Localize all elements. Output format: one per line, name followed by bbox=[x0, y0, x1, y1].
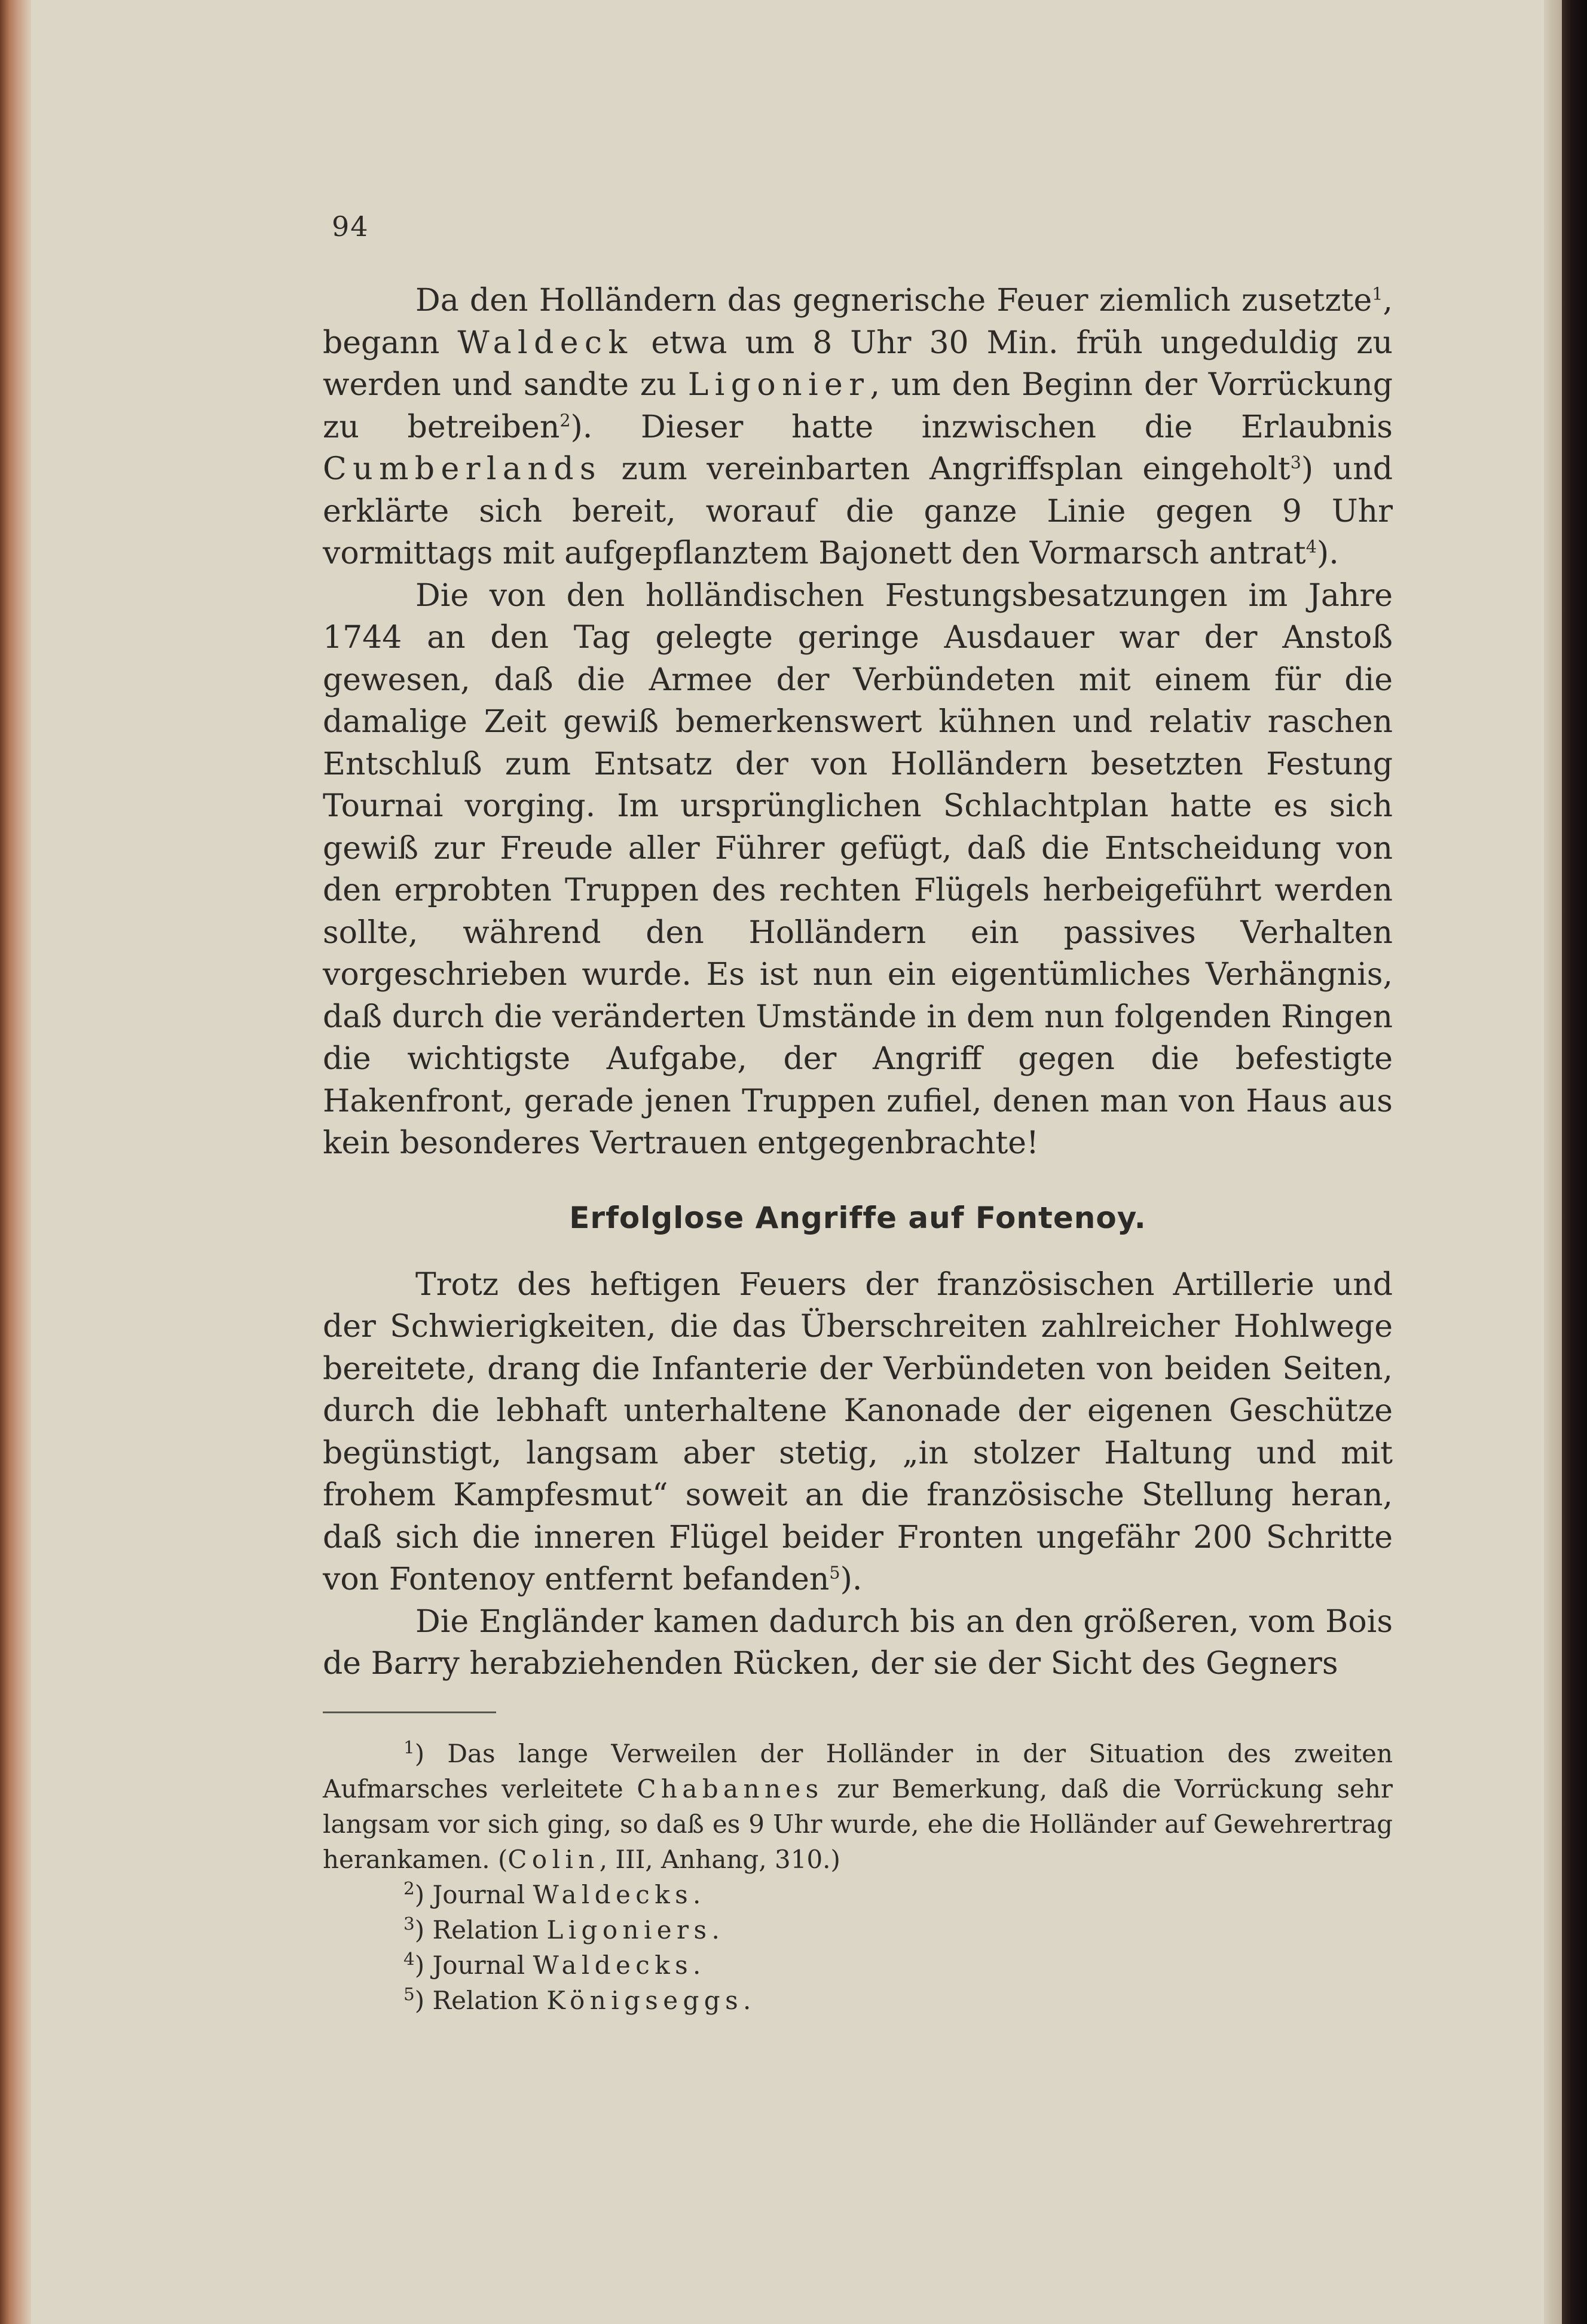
name-waldeck: Waldeck bbox=[457, 324, 634, 361]
book-spine-right bbox=[1562, 0, 1587, 2324]
name-cumberlands: Cumberlands bbox=[323, 451, 602, 487]
footnote-3: $^3$) Relation Ligoniers. bbox=[403, 1913, 720, 1945]
footnote-ref-3: 3 bbox=[1290, 452, 1301, 473]
paragraph-4: Die Engländer kamen dadurch bis an den größeren, vom Bois de Barry herabziehenden Rücken, der sie der Sicht des Gegners bbox=[323, 1603, 1393, 1682]
footnote-2: $^2$) Journal Waldecks. bbox=[403, 1878, 701, 1909]
book-spine-left bbox=[0, 0, 31, 2324]
footnotes bbox=[323, 1736, 1393, 2018]
paragraph-1: Da den Holländern das gegnerische Feuer ziemlich zusetzte$^1$, begann Waldeck etwa um 8 Uhr 30 Min. früh ungeduldig zu werden und sandte zu Ligonier, um den Beginn der Vorrückung zu betreiben$^2$). Dieser hatte inzwischen die Erlaubnis Cumberlands zum vereinbarten Angriffsplan eingeholt$^3$) und erklärte sich bereit, worauf die ganze Linie gegen 9 Uhr vormittags mit aufgepflanztem Bajonett den Vormarsch antrat$^4$). bbox=[323, 283, 1393, 571]
footnote-divider bbox=[323, 1711, 496, 1713]
footnote-4: $^4$) Journal Waldecks. bbox=[403, 1948, 701, 1980]
main-text bbox=[323, 280, 1393, 2018]
footnote-ref-1: 1 bbox=[1372, 283, 1383, 304]
page-edge bbox=[1544, 0, 1562, 2324]
section-heading: Erfolglose Angriffe auf Fontenoy. bbox=[569, 1200, 1146, 1235]
footnote-5: $^5$) Relation Königseggs. bbox=[403, 1983, 751, 2015]
page-number: 94 bbox=[332, 210, 369, 243]
paragraph-2: Die von den holländischen Festungsbesatzungen im Jahre 1744 an den Tag gelegte geringe Ausdauer war der Anstoß gewesen, daß die Armee der Verbündeten mit einem für die damalige Zeit gewiß bemerkenswert kühnen und relativ raschen Entschluß zum Entsatz der von Holländern besetzten Festung Tournai vorging. Im ursprünglichen Schlachtplan hatte es sich gewiß zur Freude aller Führer gefügt, daß die Entscheidung von den erprobten Truppen des rechten Flügels herbeigeführt werden sollte, während den Holländern ein passives Verhalten vorgeschrieben wurde. Es ist nun ein eigentümliches Verhängnis, daß durch die veränderten Umstände in dem nun folgenden Ringen die wichtigste Aufgabe, der Angriff gegen die befestigte Hakenfront, gerade jenen Truppen zufiel, denen man von Haus aus kein besonderes Vertrauen entgegenbrachte! bbox=[323, 577, 1393, 1161]
footnote-ref-2: 2 bbox=[559, 410, 571, 431]
paragraph-3: Trotz des heftigen Feuers der französischen Artillerie und der Schwierigkeiten, die das Überschreiten zahlreicher Hohlwege bereitete, drang die Infanterie der Verbündeten von beiden Seiten, durch die lebhaft unterhaltene Kanonade der eigenen Geschütze begünstigt, langsam aber stetig, „in stolzer Haltung und mit frohem Kampfesmut“ soweit an die französische Stellung heran, daß sich die inneren Flügel beider Fronten ungefähr 200 Schritte von Fontenoy entfernt befanden$^5$). bbox=[323, 1266, 1393, 1597]
footnote-1: $^1$) Das lange Verweilen der Holländer in der Situation des zweiten Aufmarsches verleitete Chabannes zur Bemerkung, daß die Vorrückung sehr langsam vor sich ging, so daß es 9 Uhr wurde, ehe die Holländer auf Gewehrertrag herankamen. (Colin, III, Anhang, 310.) bbox=[323, 1737, 1393, 1874]
name-ligonier: Ligonier bbox=[687, 367, 870, 403]
footnote-ref-5: 5 bbox=[829, 1562, 840, 1583]
footnote-ref-4: 4 bbox=[1305, 536, 1317, 557]
